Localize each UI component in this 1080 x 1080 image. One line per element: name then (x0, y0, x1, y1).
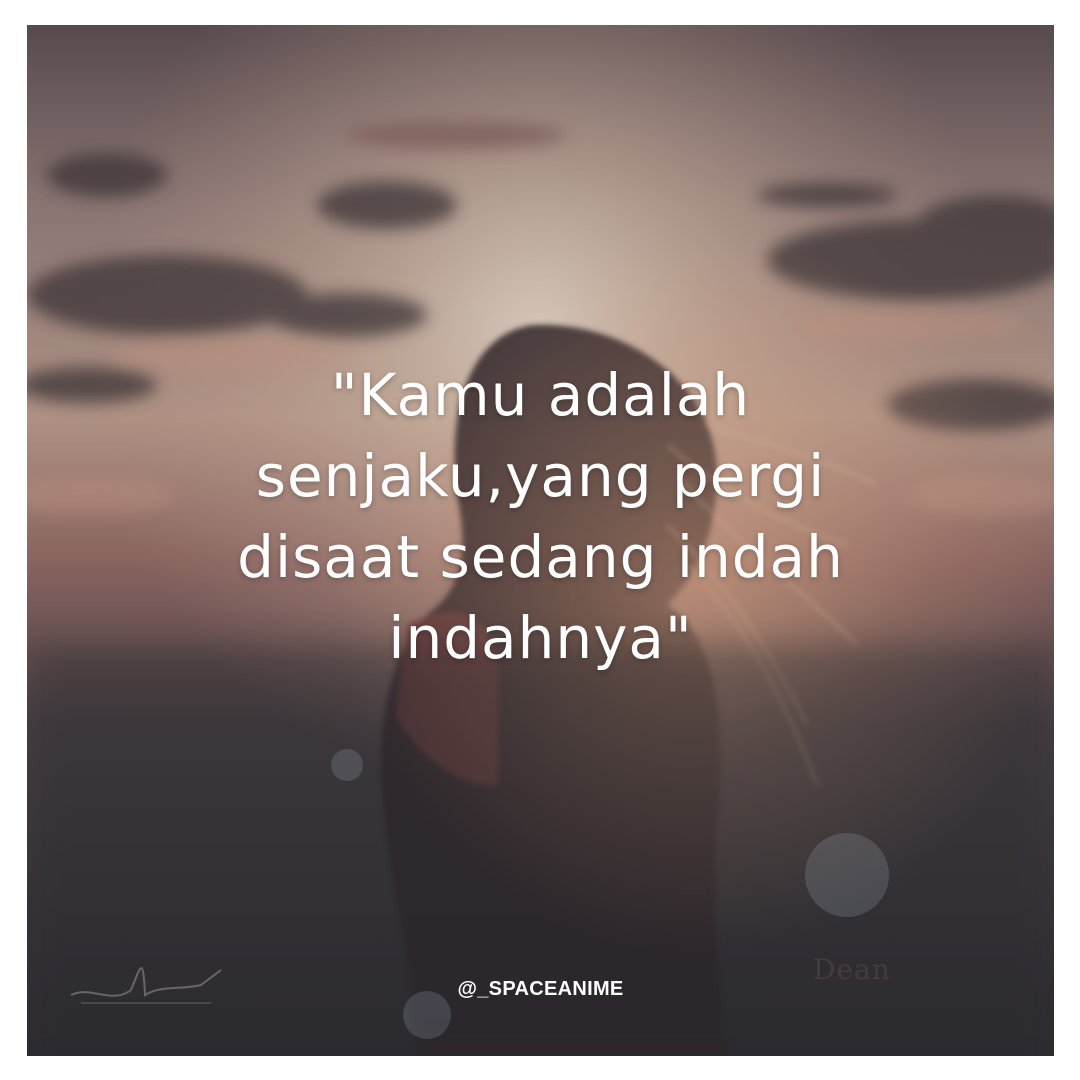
quote-line: disaat sedang indah (237, 523, 844, 591)
quote-line: "Kamu adalah (330, 361, 751, 429)
quote-line: indahnya" (388, 604, 693, 672)
photo-frame (27, 25, 1054, 1056)
quote-text (27, 355, 1054, 679)
corner-watermark: Dean (813, 953, 891, 986)
quote-line: senjaku,yang pergi (255, 442, 826, 510)
account-handle: @_SPACEANIME (457, 978, 624, 1000)
